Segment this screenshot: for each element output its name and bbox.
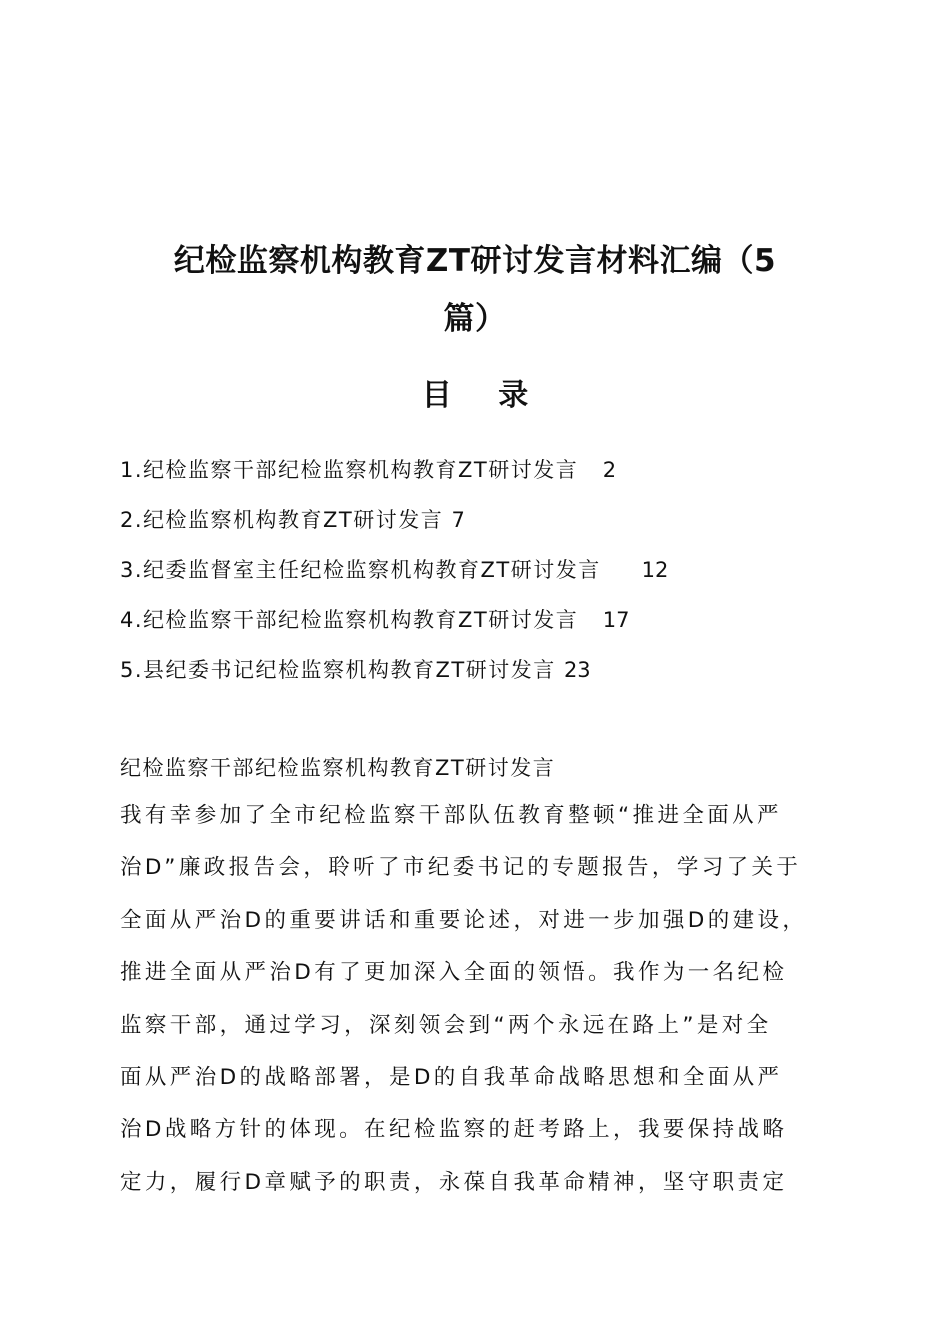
toc-item-page: 23: [563, 658, 591, 682]
toc-item-label: 5.县纪委书记纪检监察机构教育ZT研讨发言: [120, 658, 556, 682]
toc-item-page: 12: [641, 558, 669, 582]
toc-item-label: 1.纪检监察干部纪检监察机构教育ZT研讨发言: [120, 458, 579, 482]
toc-item-gap: [601, 558, 634, 582]
toc-item[interactable]: [120, 550, 830, 600]
document-title-line-2: 篇）: [443, 301, 507, 337]
toc-item[interactable]: [120, 600, 830, 650]
body-line: 全面从严治D的重要讲话和重要论述，对进一步加强D的建设，: [120, 907, 808, 933]
toc-item-page: 17: [602, 608, 630, 632]
toc-item[interactable]: [120, 450, 830, 500]
table-of-contents: [120, 450, 830, 700]
toc-item-gap: [578, 608, 594, 632]
body-line: 面从严治D的战略部署，是D的自我革命战略思想和全面从严: [120, 1064, 783, 1090]
toc-item[interactable]: [120, 500, 830, 550]
toc-item-gap: [556, 658, 564, 682]
body-line: 我有幸参加了全市纪检监察干部队伍教育整顿“推进全面从严: [120, 803, 782, 828]
document-title-line-1: 纪检监察机构教育ZT研讨发言材料汇编（5: [173, 243, 777, 279]
toc-item[interactable]: [120, 650, 830, 700]
body-line: 治D”廉政报告会，聆听了市纪委书记的专题报告，学习了关于: [120, 855, 802, 881]
body-paragraph: [120, 796, 832, 1215]
body-line: 治D战略方针的体现。在纪检监察的赶考路上，我要保持战略: [120, 1117, 788, 1143]
toc-item-page: 7: [451, 508, 465, 532]
section-heading: 纪检监察干部纪检监察机构教育ZT研讨发言: [120, 756, 556, 780]
toc-item-page: 2: [602, 458, 617, 482]
toc-item-label: 2.纪检监察机构教育ZT研讨发言: [120, 508, 444, 532]
toc-heading: 目 录: [421, 378, 547, 413]
body-line: 定力，履行D章赋予的职责，永葆自我革命精神，坚守职责定: [120, 1169, 788, 1195]
document-title: [120, 232, 830, 348]
body-line: 推进全面从严治D有了更加深入全面的领悟。我作为一名纪检: [120, 960, 788, 986]
toc-item-label: 3.纪委监督室主任纪检监察机构教育ZT研讨发言: [120, 558, 601, 582]
body-line: 监察干部，通过学习，深刻领会到“两个永远在路上”是对全: [120, 1012, 772, 1038]
toc-item-gap: [578, 458, 594, 482]
toc-item-label: 4.纪检监察干部纪检监察机构教育ZT研讨发言: [120, 608, 579, 632]
